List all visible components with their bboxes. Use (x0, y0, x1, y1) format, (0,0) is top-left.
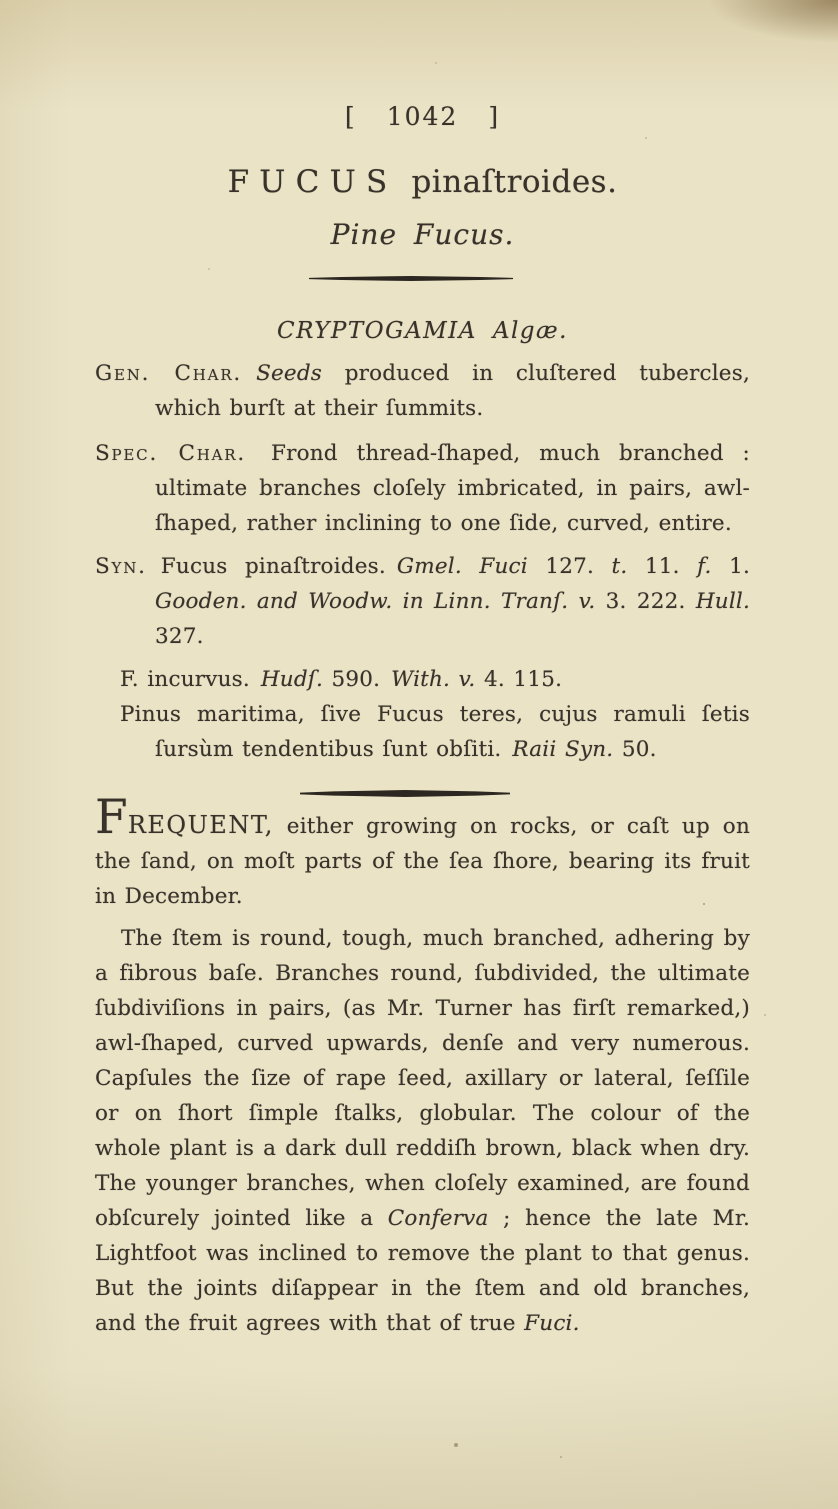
generic-character-paragraph (95, 356, 750, 426)
text-segment: f. (697, 554, 712, 579)
text-segment: Syn. (95, 554, 147, 579)
text-segment: 127. (527, 554, 612, 579)
text-segment: 11. (627, 554, 698, 579)
page-number-line (95, 99, 750, 134)
text-segment: Hudſ. (260, 667, 323, 692)
text-segment: Pinus maritima, ſive Fucus teres, cujus ramuli ſetis ſursùm tendentibus ſunt obſiti. (120, 702, 750, 762)
common-name: Pine Fucus. (330, 218, 515, 251)
text-segment: 327. (155, 624, 204, 649)
text-segment: 1. (711, 554, 750, 579)
synonyms-paragraph (95, 549, 750, 654)
page-title (95, 165, 750, 200)
text-segment: Seeds (256, 361, 323, 386)
text-segment: Hull. (695, 589, 751, 614)
text-segment: F. incurvus. (120, 667, 261, 692)
page-number: 1042 (386, 102, 459, 131)
text-segment: 50. (613, 737, 657, 762)
text-segment: either growing on rocks, or caſt up on the ſand, on moſt parts of the ſea ſhore, bearing its fruit in December. (95, 814, 750, 909)
text-segment: Fucus pinaſtroides. (160, 554, 397, 579)
text-segment: Gen. Char. (95, 361, 243, 386)
taxonomy-class: CRYPTOGAMIA (277, 318, 477, 344)
page-number-bracket-right: ] (488, 102, 501, 131)
text-segment: t. (611, 554, 628, 579)
description-paragraph (95, 921, 750, 1341)
habitat-paragraph (95, 790, 750, 914)
text-segment: 4. 115. (475, 667, 563, 692)
text-segment: The ſtem is round, tough, much branched, adhering by a fibrous baſe. Branches round, ſubdivided, the ultimate ſubdiviſions in pairs, (as Mr. Turner has firſt remarked,) awl-ſhaped, curved upwards, denſe and very numerous. Capſules the ſize of rape ſeed, axillary or lateral, ſeſſile or on ſhort ſimple ſtalks, globular. The colour of the whole plant is a dark dull reddiſh brown, black when dry. The younger branches, when cloſely examined, are found obſcurely jointed like a (95, 926, 750, 1231)
specific-character-paragraph (95, 436, 750, 541)
ornamental-rule-top (309, 276, 513, 281)
text-segment: F (95, 790, 128, 845)
taxonomy-line (95, 314, 750, 349)
text-segment: ; hence the late Mr. Lightfoot was inclined to remove the plant to that genus. But the joints diſappear in the ſtem and old branches, and the fruit agrees with that of true (95, 1206, 750, 1336)
text-segment: With. v. (391, 667, 476, 692)
text-segment: Conferva (387, 1206, 489, 1231)
text-segment: 590. (323, 667, 392, 692)
title-species: pinaſtroides. (411, 164, 618, 200)
paper-specks (0, 0, 2, 2)
synonym-incurvus-line (95, 662, 750, 697)
synonym-pinus-paragraph (95, 697, 750, 767)
text-segment: REQUENT, (127, 811, 274, 839)
text-segment: Fuci. (524, 1311, 580, 1336)
taxonomy-order: Algæ. (492, 318, 568, 344)
ornamental-rule-middle (300, 790, 510, 797)
text-segment: Spec. Char. (95, 441, 247, 466)
page-number-bracket-left: [ (344, 102, 357, 131)
text-segment: produced in cluſtered tubercles, which burſt at their ſummits. (155, 361, 750, 421)
text-segment: Frond thread-ſhaped, much branched : ultimate branches cloſely imbricated, in pairs, awl-ſhaped, rather inclining to one ſide, curved, entire. (155, 441, 750, 536)
text-segment: Gmel. Fuci (396, 554, 528, 579)
text-segment: 3. 222. (595, 589, 696, 614)
text-segment: Gooden. and Woodw. in Linn. Tranſ. v. (155, 589, 596, 614)
text-segment: Raii Syn. (512, 737, 614, 762)
title-genus: FUCUS (227, 164, 398, 200)
